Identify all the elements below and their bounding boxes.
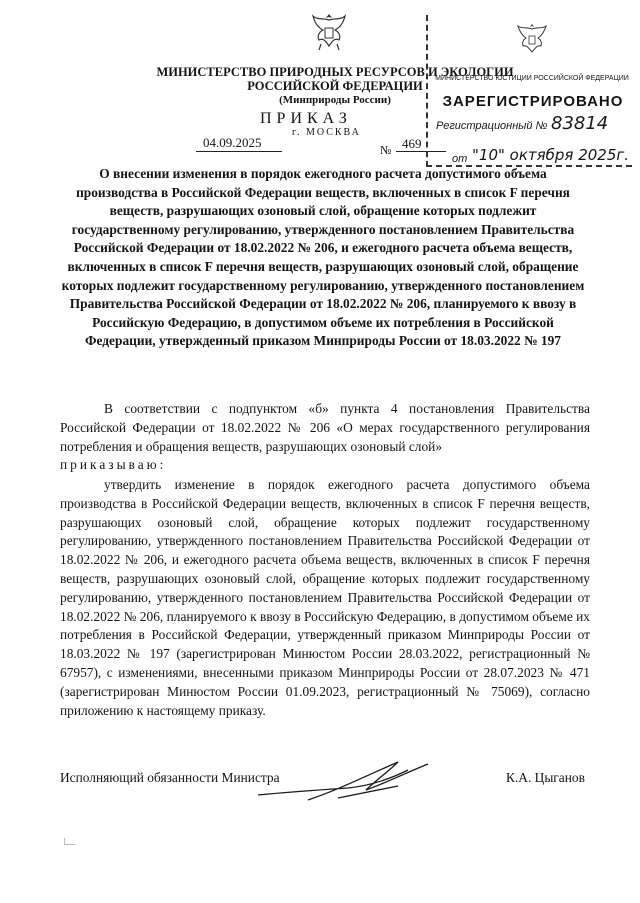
stamp-emblem-icon xyxy=(514,21,550,57)
scan-corner-mark xyxy=(64,838,75,845)
ministry-short-name: (Минприроды России) xyxy=(279,94,391,106)
signatory-name: К.А. Цыганов xyxy=(506,770,585,785)
stamp-date-prefix: от xyxy=(452,153,468,165)
stamp-date: "10" октября 2025г. xyxy=(472,146,630,164)
coat-of-arms-icon xyxy=(309,10,349,54)
signatory-position: Исполняющий обязанности Министра xyxy=(60,770,280,785)
ministry-name-line2: РОССИЙСКОЙ ФЕДЕРАЦИИ xyxy=(247,79,423,93)
stamp-reg-label: Регистрационный № xyxy=(436,120,548,132)
document-type: ПРИКАЗ xyxy=(260,110,352,127)
order-number: 469 xyxy=(402,136,422,151)
number-sign: № xyxy=(380,143,392,157)
stamp-reg-number: 83814 xyxy=(551,113,609,134)
ministry-name-line1: МИНИСТЕРСТВО ПРИРОДНЫХ РЕСУРСОВ И ЭКОЛОГИИ xyxy=(156,65,514,79)
preamble-paragraph: В соответствии с подпунктом «б» пункта 4 постановления Правительства Российской Федерации от 18.02.2022 № 206 «О мерах государственного регулирования потребления и обращения веществ, разрушающих озоновый слой» xyxy=(60,401,590,454)
order-paragraph: утвердить изменение в порядок ежегодного расчета допустимого объема производства в Российской Федерации веществ, включенных в список F перечня веществ, разрушающих озоновый слой, обращение которых подлежит государственному регулированию, утвержденного постановлением Правительства Российской Федерации от 18.02.2022 № 206, и ежегодного расчета объема веществ, включенных в список F перечня веществ, разрушающих озоновый слой, обращение которых подлежит государственному регулированию, утвержденного постановлением Правительства Российской Федерации от 18.02.2022 № 206, планируемого к ввозу в Российскую Федерацию, в допустимом объеме их потребления в Российской Федерации, утвержденный приказом Минприроды России от 18.03.2022 № 197 (зарегистрирован Минюстом России 28.03.2022, регистрационный № 67957), с изменениями, внесенными приказом Минприроды России от 28.07.2023 № 471 (зарегистрирован Минюстом России 01.09.2023, регистрационный № 75069), согласно приложению к настоящему приказу. xyxy=(60,477,590,718)
order-word: приказываю: xyxy=(60,457,167,472)
handwritten-signature xyxy=(248,750,438,810)
stamp-status: ЗАРЕГИСТРИРОВАНО xyxy=(442,93,624,110)
city: г. МОСКВА xyxy=(292,127,361,138)
registration-stamp xyxy=(426,15,632,167)
document-title: О внесении изменения в порядок ежегодного расчета допустимого объема производства в Российской Федерации веществ, включенных в список F перечня веществ, разрушающих озоновый слой, обращение которых подлежит государственному регулированию, утвержденного постановлением Правительства Российской Федерации от 18.02.2022 № 206, и ежегодного расчета объема веществ, включенных в список F перечня веществ, разрушающих озоновый слой, обращение которых подлежит государственному регулированию, утвержденного постановлением Правительства Российской Федерации от 18.02.2022 № 206, планируемого к ввозу в Российскую Федерацию, в допустимом объеме их потребления в Российской Федерации, утвержденный приказом Минприроды России от 18.03.2022 № 197 xyxy=(61,166,585,349)
date-underline xyxy=(196,151,282,152)
stamp-organization: МИНИСТЕРСТВО ЮСТИЦИИ РОССИЙСКОЙ ФЕДЕРАЦИИ xyxy=(435,75,629,82)
order-date: 04.09.2025 xyxy=(203,135,262,150)
